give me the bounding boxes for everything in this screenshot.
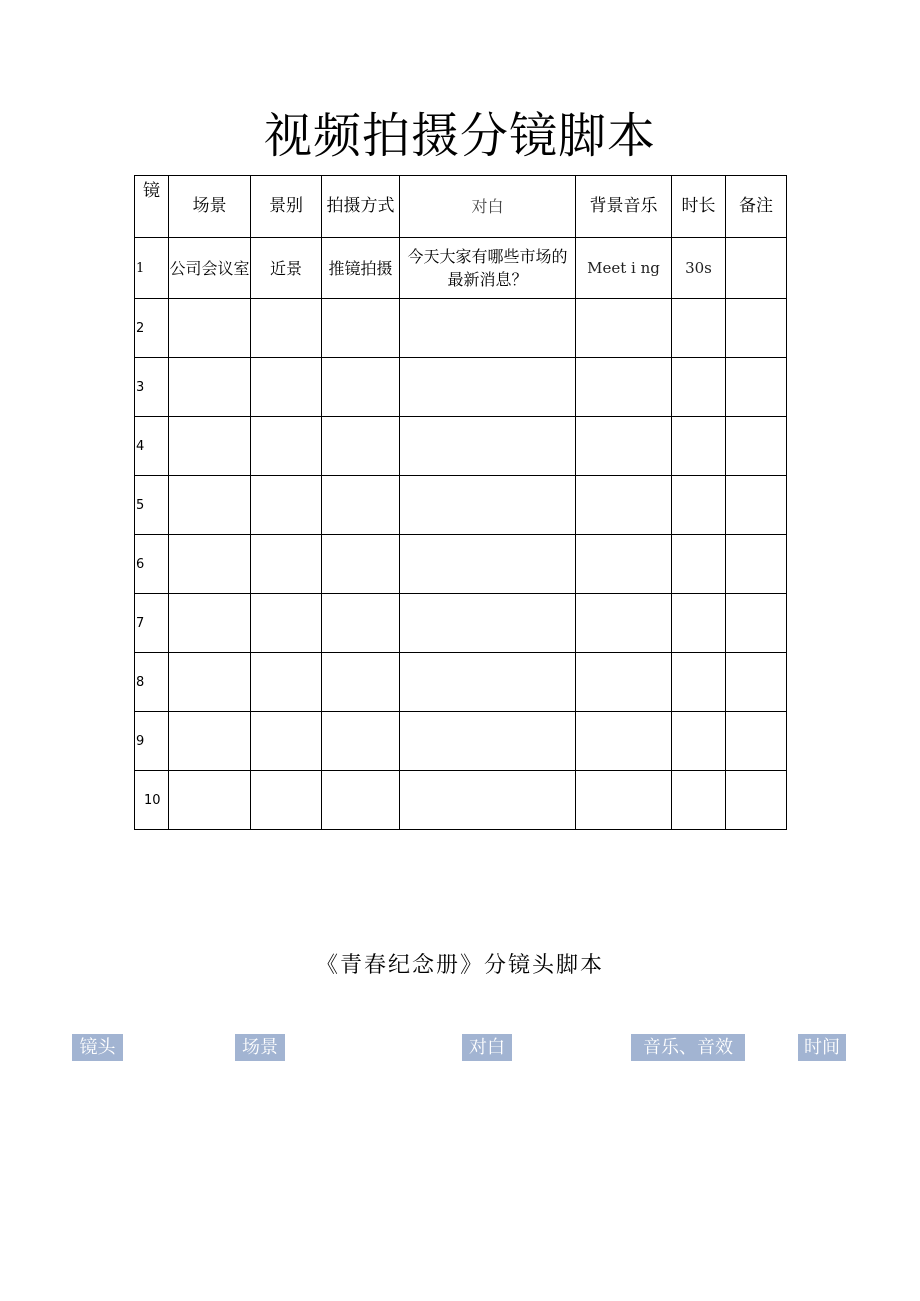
scene-cell bbox=[169, 417, 251, 476]
scene-cell bbox=[169, 712, 251, 771]
method-cell bbox=[322, 299, 400, 358]
notes-cell bbox=[726, 358, 787, 417]
table-row bbox=[135, 476, 787, 535]
shot-number: 7 bbox=[135, 594, 169, 653]
shot-size-cell bbox=[251, 653, 322, 712]
duration-cell: 30s bbox=[672, 238, 726, 299]
duration-cell bbox=[672, 299, 726, 358]
duration-cell bbox=[672, 653, 726, 712]
table-header-row bbox=[135, 176, 787, 238]
highlight-header-music: 音乐、音效 bbox=[631, 1034, 745, 1061]
music-cell bbox=[576, 358, 672, 417]
method-cell bbox=[322, 417, 400, 476]
notes-cell bbox=[726, 238, 787, 299]
music-cell bbox=[576, 653, 672, 712]
page-title: 视频拍摄分镜脚本 bbox=[263, 108, 656, 164]
method-cell bbox=[322, 594, 400, 653]
table-row bbox=[135, 535, 787, 594]
music-cell bbox=[576, 771, 672, 830]
notes-cell bbox=[726, 771, 787, 830]
shot-size-cell bbox=[251, 594, 322, 653]
shot-size-cell bbox=[251, 417, 322, 476]
method-cell bbox=[322, 535, 400, 594]
scene-cell bbox=[169, 476, 251, 535]
highlight-header-scene: 场景 bbox=[235, 1034, 285, 1061]
dialogue-cell bbox=[400, 712, 576, 771]
shot-size-cell bbox=[251, 535, 322, 594]
music-cell: Meet i ng bbox=[576, 238, 672, 299]
shot-number: 5 bbox=[135, 476, 169, 535]
notes-cell bbox=[726, 476, 787, 535]
duration-cell bbox=[672, 712, 726, 771]
method-cell bbox=[322, 712, 400, 771]
shot-size-cell bbox=[251, 476, 322, 535]
scene-cell: 公司会议室 bbox=[169, 238, 251, 299]
highlight-header-time: 时间 bbox=[798, 1034, 846, 1061]
header-shot: 镜 bbox=[135, 176, 169, 238]
table-row bbox=[135, 712, 787, 771]
dialogue-cell bbox=[400, 358, 576, 417]
highlight-header-shot: 镜头 bbox=[72, 1034, 123, 1061]
dialogue-cell: 今天大家有哪些市场的最新消息？ bbox=[400, 238, 576, 299]
dialogue-cell bbox=[400, 771, 576, 830]
method-cell bbox=[322, 476, 400, 535]
notes-cell bbox=[726, 417, 787, 476]
shot-number: 3 bbox=[135, 358, 169, 417]
scene-cell bbox=[169, 358, 251, 417]
shot-size-cell: 近景 bbox=[251, 238, 322, 299]
table-row bbox=[135, 358, 787, 417]
header-music: 背景音乐 bbox=[576, 176, 672, 238]
shot-size-cell bbox=[251, 712, 322, 771]
header-duration: 时长 bbox=[672, 176, 726, 238]
table-row bbox=[135, 771, 787, 830]
header-notes: 备注 bbox=[726, 176, 787, 238]
duration-cell bbox=[672, 476, 726, 535]
method-cell bbox=[322, 358, 400, 417]
duration-cell bbox=[672, 535, 726, 594]
shot-number: 1 bbox=[135, 238, 169, 299]
duration-cell bbox=[672, 771, 726, 830]
duration-cell bbox=[672, 594, 726, 653]
music-cell bbox=[576, 299, 672, 358]
highlight-header-dialogue: 对白 bbox=[462, 1034, 512, 1061]
music-cell bbox=[576, 476, 672, 535]
shot-size-cell bbox=[251, 358, 322, 417]
header-scene: 场景 bbox=[169, 176, 251, 238]
dialogue-cell bbox=[400, 594, 576, 653]
table-row bbox=[135, 653, 787, 712]
section-title: 《青春纪念册》分镜头脚本 bbox=[315, 953, 604, 978]
table-row bbox=[135, 594, 787, 653]
notes-cell bbox=[726, 594, 787, 653]
header-dialogue: 对白 bbox=[400, 176, 576, 238]
shot-size-cell bbox=[251, 299, 322, 358]
table-row bbox=[135, 238, 787, 299]
header-method: 拍摄方式 bbox=[322, 176, 400, 238]
shot-size-cell bbox=[251, 771, 322, 830]
scene-cell bbox=[169, 299, 251, 358]
table-row bbox=[135, 417, 787, 476]
music-cell bbox=[576, 594, 672, 653]
scene-cell bbox=[169, 771, 251, 830]
dialogue-cell bbox=[400, 653, 576, 712]
notes-cell bbox=[726, 653, 787, 712]
notes-cell bbox=[726, 712, 787, 771]
method-cell: 推镜拍摄 bbox=[322, 238, 400, 299]
dialogue-cell bbox=[400, 417, 576, 476]
scene-cell bbox=[169, 653, 251, 712]
notes-cell bbox=[726, 299, 787, 358]
storyboard-table bbox=[134, 175, 787, 830]
dialogue-cell bbox=[400, 299, 576, 358]
method-cell bbox=[322, 771, 400, 830]
shot-number: 9 bbox=[135, 712, 169, 771]
scene-cell bbox=[169, 594, 251, 653]
method-cell bbox=[322, 653, 400, 712]
music-cell bbox=[576, 417, 672, 476]
shot-number: 6 bbox=[135, 535, 169, 594]
dialogue-cell bbox=[400, 476, 576, 535]
table-row bbox=[135, 299, 787, 358]
music-cell bbox=[576, 712, 672, 771]
scene-cell bbox=[169, 535, 251, 594]
shot-number: 2 bbox=[135, 299, 169, 358]
header-shot-size: 景别 bbox=[251, 176, 322, 238]
notes-cell bbox=[726, 535, 787, 594]
shot-number: 10 bbox=[135, 771, 169, 830]
music-cell bbox=[576, 535, 672, 594]
dialogue-cell bbox=[400, 535, 576, 594]
shot-number: 8 bbox=[135, 653, 169, 712]
duration-cell bbox=[672, 417, 726, 476]
shot-number: 4 bbox=[135, 417, 169, 476]
duration-cell bbox=[672, 358, 726, 417]
